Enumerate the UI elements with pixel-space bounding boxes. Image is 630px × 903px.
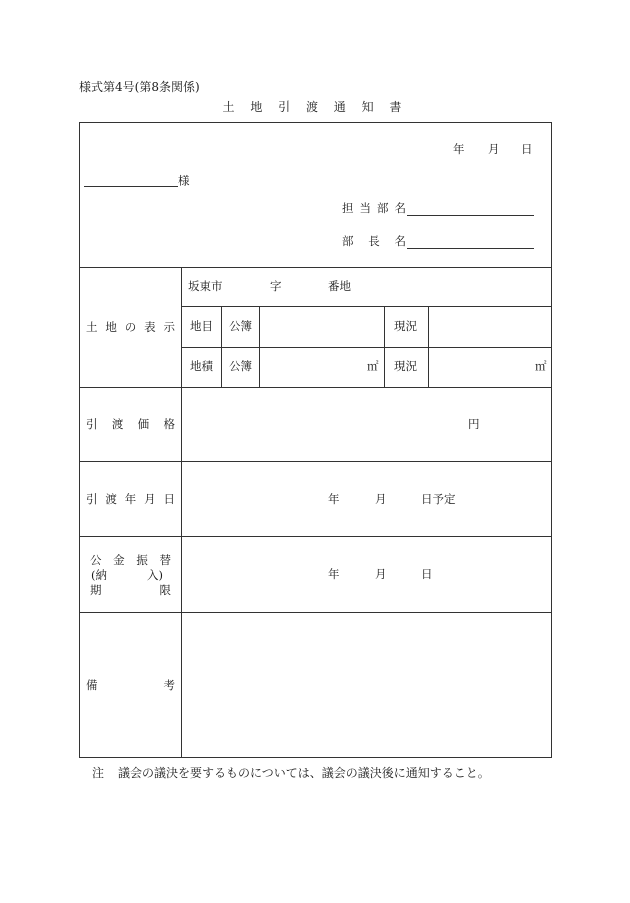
chimoku-kobo-label: 公簿 [229, 319, 252, 333]
addressee-field[interactable] [84, 174, 178, 187]
divider-land [79, 387, 552, 388]
delivery-month: 月 [375, 492, 387, 506]
department-field[interactable] [407, 203, 534, 216]
land-description-label: 土 地 の 表 示 [86, 320, 175, 334]
transfer-day: 日 [421, 567, 433, 581]
delivery-day-planned: 日予定 [421, 492, 456, 506]
date-year: 年 [453, 142, 465, 156]
divider-land-row2 [181, 347, 552, 348]
chimoku-genkyo-label: 現況 [394, 319, 417, 333]
transfer-year: 年 [328, 567, 340, 581]
land-col-divider-3 [384, 306, 385, 387]
divider-top-section [79, 267, 552, 268]
chief-label: 部 長 名 [342, 234, 406, 248]
chiseki-genkyo-label: 現況 [394, 359, 417, 373]
transfer-label-line2: (納 入) [91, 568, 163, 582]
chiseki-kobo-label: 公簿 [229, 359, 252, 373]
land-col-divider-4 [428, 306, 429, 387]
price-label: 引 渡 価 格 [86, 417, 175, 431]
chief-field[interactable] [407, 236, 534, 249]
transfer-label-line1: 公 金 振 替 [90, 553, 171, 567]
date-day: 日 [521, 142, 533, 156]
form-number: 様式第4号(第8条関係) [79, 80, 200, 94]
divider-delivery [79, 536, 552, 537]
note-text: 議会の議決を要するものについては、議会の議決後に通知すること。 [118, 766, 490, 780]
land-col-divider-2 [259, 306, 260, 387]
date-month: 月 [488, 142, 500, 156]
divider-land-row1 [181, 306, 552, 307]
department-label: 担 当 部 名 [342, 201, 406, 215]
divider-transfer [79, 612, 552, 613]
transfer-month: 月 [375, 567, 387, 581]
land-city: 坂東市 [188, 279, 223, 293]
delivery-date-label: 引 渡 年 月 日 [86, 492, 175, 506]
chiseki-kobo-unit: ㎡ [367, 359, 379, 373]
delivery-year: 年 [328, 492, 340, 506]
chiseki-label: 地積 [190, 359, 213, 373]
note-label: 注 [92, 766, 105, 780]
document-title: 土 地 引 渡 通 知 書 [222, 100, 408, 114]
land-banchi: 番地 [328, 279, 351, 293]
label-column-divider [181, 267, 182, 758]
transfer-label-line3: 期 限 [90, 583, 171, 597]
footer-note [92, 767, 490, 779]
land-aza: 字 [270, 279, 282, 293]
form-table-frame [79, 122, 552, 758]
remarks-label: 備 考 [86, 678, 175, 692]
chimoku-label: 地目 [190, 319, 213, 333]
chiseki-genkyo-unit: ㎡ [535, 359, 547, 373]
price-unit: 円 [468, 417, 480, 431]
land-col-divider-1 [221, 306, 222, 387]
divider-price [79, 461, 552, 462]
addressee-suffix: 様 [178, 173, 190, 188]
addressee-line[interactable] [84, 174, 190, 187]
